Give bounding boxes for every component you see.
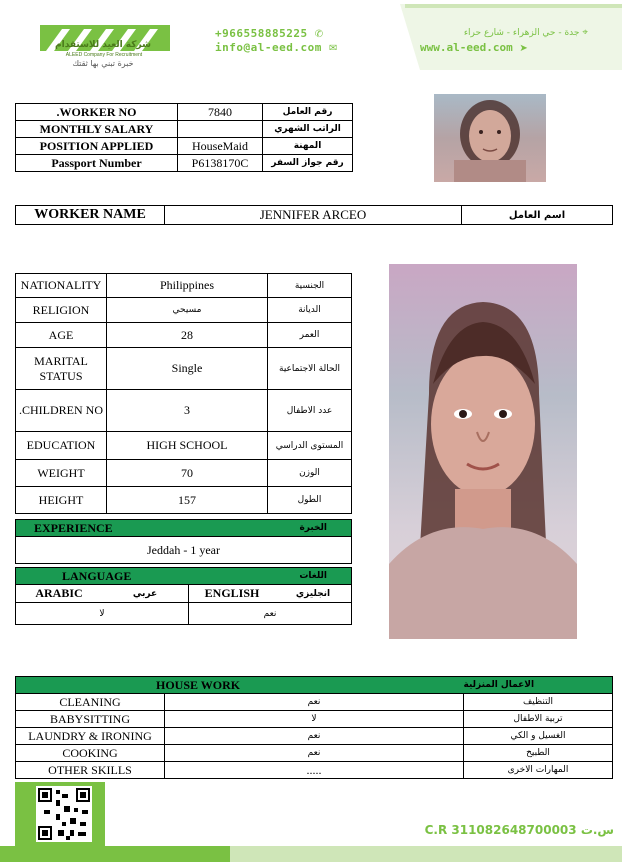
passport-label-ar: رقم جواز السفر (263, 155, 353, 172)
arabic-label: ARABIC (16, 585, 103, 603)
worker-photo (389, 264, 577, 639)
marital-value: Single (107, 348, 268, 390)
education-label-ar: المستوى الدراسي (268, 432, 352, 460)
cursor-icon: ➤ (519, 43, 528, 54)
education-label: EDUCATION (16, 432, 107, 460)
mail-icon: ✉ (328, 43, 338, 54)
cleaning-label-ar: التنظيف (464, 694, 613, 711)
religion-label: RELIGION (16, 298, 107, 323)
english-value: نعم (189, 603, 352, 625)
laundry-value: نعم (165, 728, 464, 745)
company-name-ar: شركة العيد للاستقدام (55, 40, 151, 50)
location-pin-icon: ⌖ (582, 27, 588, 38)
weight-label: WEIGHT (16, 460, 107, 487)
position-label: POSITION APPLIED (16, 138, 178, 155)
worker-name-label: WORKER NAME (16, 206, 165, 225)
experience-table (15, 519, 352, 564)
children-label-ar: عدد الاطفال (268, 390, 352, 432)
cleaning-value: نعم (165, 694, 464, 711)
laundry-label-ar: الغسيل و الكي (464, 728, 613, 745)
passport-photo-small (434, 94, 546, 182)
weight-value: 70 (107, 460, 268, 487)
worker-no-label: .WORKER NO (16, 104, 178, 121)
laundry-label: LAUNDRY & IRONING (16, 728, 165, 745)
other-skills-label: OTHER SKILLS (16, 762, 165, 779)
cooking-label-ar: الطبيخ (464, 745, 613, 762)
qr-code (15, 782, 105, 846)
marital-label-ar: الحالة الاجتماعية (268, 348, 352, 390)
cleaning-label: CLEANING (16, 694, 165, 711)
english-label: ENGLISH (189, 585, 276, 603)
experience-label: EXPERIENCE (16, 520, 148, 537)
company-slogan: خبرة تبني بها ثقتك (72, 59, 134, 68)
position-value: HouseMaid (178, 138, 263, 155)
religion-label-ar: الديانة (268, 298, 352, 323)
whatsapp-icon: ✆ (314, 29, 324, 40)
salary-value (178, 121, 263, 138)
language-label-ar: اللغات (189, 568, 352, 585)
arabic-value: لا (16, 603, 189, 625)
salary-label-ar: الراتب الشهري (263, 121, 353, 138)
position-label-ar: المهنة (263, 138, 353, 155)
age-value: 28 (107, 323, 268, 348)
nationality-label-ar: الجنسية (268, 274, 352, 298)
worker-name-value: JENNIFER ARCEO (165, 206, 462, 225)
email-address: info@al-eed.com ✉ (215, 41, 338, 54)
passport-value: P6138170C (178, 155, 263, 172)
experience-label-ar: الخبرة (147, 520, 352, 537)
religion-value: مسيحي (107, 298, 268, 323)
children-value: 3 (107, 390, 268, 432)
website: www.al-eed.com ➤ (420, 41, 528, 54)
passport-label: Passport Number (16, 155, 178, 172)
other-skills-label-ar: المهارات الاخرى (464, 762, 613, 779)
age-label-ar: العمر (268, 323, 352, 348)
house-work-label: HOUSE WORK (16, 677, 464, 694)
babysitting-label: BABYSITTING (16, 711, 165, 728)
weight-label-ar: الوزن (268, 460, 352, 487)
details-table (15, 273, 352, 514)
cooking-label: COOKING (16, 745, 165, 762)
nationality-label: NATIONALITY (16, 274, 107, 298)
worker-name-table (15, 205, 613, 225)
salary-label: MONTHLY SALARY (16, 121, 178, 138)
other-skills-value: ..... (165, 762, 464, 779)
footer-accent (0, 846, 230, 862)
house-work-label-ar: الاعمال المنزلية (464, 677, 613, 694)
children-label: .CHILDREN NO (16, 390, 107, 432)
house-work-table (15, 676, 613, 779)
address: جدة - حي الزهراء - شارع حراء ⌖ (463, 27, 588, 38)
experience-value: Jeddah - 1 year (16, 537, 352, 564)
company-name-en: ALEED Company For Recruitment (65, 52, 143, 58)
arabic-label-ar: عربي (102, 585, 189, 603)
height-value: 157 (107, 487, 268, 514)
phone-number: +966558885225 ✆ (215, 27, 324, 40)
worker-info-table (15, 103, 353, 172)
language-table (15, 567, 352, 625)
worker-name-label-ar: اسم العامل (462, 206, 613, 225)
education-value: HIGH SCHOOL (107, 432, 268, 460)
cooking-value: نعم (165, 745, 464, 762)
worker-no-value: 7840 (178, 104, 263, 121)
age-label: AGE (16, 323, 107, 348)
nationality-value: Philippines (107, 274, 268, 298)
worker-no-label-ar: رقم العامل (263, 104, 353, 121)
babysitting-label-ar: تربية الاطفال (464, 711, 613, 728)
height-label-ar: الطول (268, 487, 352, 514)
babysitting-value: لا (165, 711, 464, 728)
commercial-registration: C.R 311082648700003 س.ت (424, 823, 614, 837)
marital-label: MARITAL STATUS (16, 348, 107, 390)
language-label: LANGUAGE (16, 568, 189, 585)
height-label: HEIGHT (16, 487, 107, 514)
english-label-ar: انجليزي (275, 585, 352, 603)
